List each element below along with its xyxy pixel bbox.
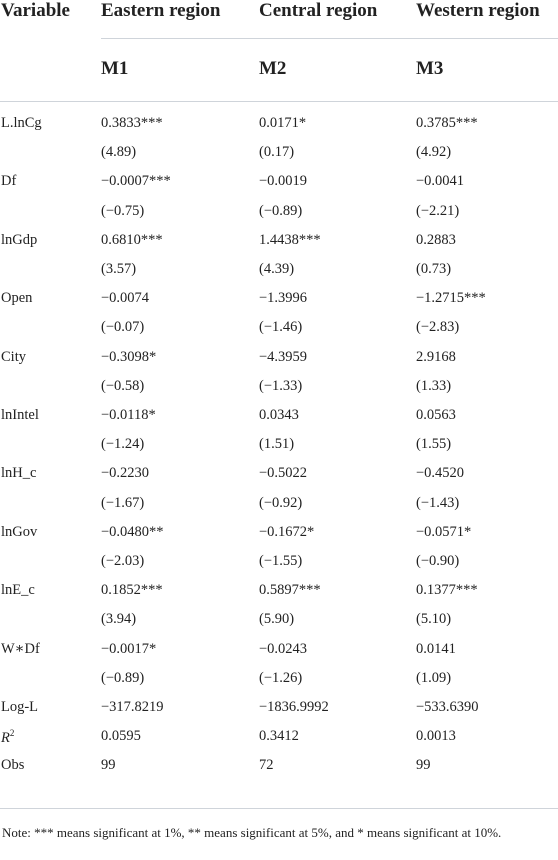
t-stat-cell: (−2.03) xyxy=(101,553,145,569)
coef-cell: −0.0019 xyxy=(259,173,308,189)
coef-cell: −0.0243 xyxy=(259,641,308,657)
t-stat-cell: (−0.92) xyxy=(259,495,303,511)
coef-cell: −0.4520 xyxy=(416,465,465,481)
t-stat-cell: (3.57) xyxy=(101,261,137,277)
t-stat-cell: (4.39) xyxy=(259,261,295,277)
row-label: lnGdp xyxy=(1,232,38,248)
t-stat-cell: (−2.21) xyxy=(416,203,460,219)
stat-value: 99 xyxy=(101,757,116,773)
coef-cell: 2.9168 xyxy=(416,349,456,365)
row-label: lnIntel xyxy=(1,407,39,423)
row-label: lnE_c xyxy=(1,582,35,598)
t-stat-cell: (−1.24) xyxy=(101,436,145,452)
stat-label: Log-L xyxy=(1,699,39,715)
coef-cell: 1.4438*** xyxy=(259,232,321,248)
stat-label xyxy=(1,728,14,747)
t-stat-cell: (−1.26) xyxy=(259,670,303,686)
coef-cell: −0.5022 xyxy=(259,465,308,481)
t-stat-cell: (−0.58) xyxy=(101,378,145,394)
row-label: City xyxy=(1,349,26,365)
t-stat-cell: (1.55) xyxy=(416,436,452,452)
coef-cell: 0.6810*** xyxy=(101,232,163,248)
t-stat-cell: (1.09) xyxy=(416,670,452,686)
row-label: lnGov xyxy=(1,524,38,540)
t-stat-cell: (3.94) xyxy=(101,611,137,627)
coef-cell: 0.1852*** xyxy=(101,582,163,598)
coef-cell: 0.0171* xyxy=(259,115,307,131)
t-stat-cell: (4.89) xyxy=(101,144,137,160)
model-m1: M1 xyxy=(101,58,129,79)
coef-cell: −4.3959 xyxy=(259,349,308,365)
t-stat-cell: (−2.83) xyxy=(416,319,460,335)
coef-cell: 0.3833*** xyxy=(101,115,163,131)
coef-cell: 0.5897*** xyxy=(259,582,321,598)
coef-cell: −0.2230 xyxy=(101,465,150,481)
t-stat-cell: (−0.89) xyxy=(101,670,145,686)
coef-cell: −0.0074 xyxy=(101,290,150,306)
stat-value: 99 xyxy=(416,757,431,773)
header-variable: Variable xyxy=(1,0,70,21)
t-stat-cell: (−0.75) xyxy=(101,203,145,219)
row-label: Open xyxy=(1,290,33,306)
t-stat-cell: (4.92) xyxy=(416,144,452,160)
t-stat-cell: (−1.55) xyxy=(259,553,303,569)
t-stat-cell: (1.33) xyxy=(416,378,452,394)
coef-cell: 0.0343 xyxy=(259,407,299,423)
t-stat-cell: (0.17) xyxy=(259,144,295,160)
coef-cell: 0.3785*** xyxy=(416,115,478,131)
coef-cell: −0.0571* xyxy=(416,524,472,540)
t-stat-cell: (1.51) xyxy=(259,436,295,452)
row-label: lnH_c xyxy=(1,465,37,481)
header-divider xyxy=(101,38,558,39)
coef-cell: 0.1377*** xyxy=(416,582,478,598)
stat-value: −533.6390 xyxy=(416,699,479,715)
header-central-region: Central region xyxy=(259,0,378,21)
coef-cell: −0.3098* xyxy=(101,349,157,365)
model-m3: M3 xyxy=(416,58,444,79)
table-bottom-rule xyxy=(0,808,558,809)
r-squared-base: R xyxy=(1,729,10,746)
t-stat-cell: (0.73) xyxy=(416,261,452,277)
t-stat-cell: (−1.67) xyxy=(101,495,145,511)
t-stat-cell: (−1.46) xyxy=(259,319,303,335)
t-stat-cell: (−0.89) xyxy=(259,203,303,219)
coef-cell: 0.2883 xyxy=(416,232,456,248)
stat-label: Obs xyxy=(1,757,25,773)
table-note: Note: *** means significant at 1%, ** means significant at 5%, and * means significant at 10%. xyxy=(2,825,502,840)
t-stat-cell: (−1.33) xyxy=(259,378,303,394)
coef-cell: −0.0041 xyxy=(416,173,465,189)
table-top-rule xyxy=(0,101,558,102)
stat-value: −317.8219 xyxy=(101,699,164,715)
coef-cell: −1.2715*** xyxy=(416,290,486,306)
stat-value: −1836.9992 xyxy=(259,699,329,715)
row-label: Df xyxy=(1,173,17,189)
coef-cell: −0.0017* xyxy=(101,641,157,657)
r-squared-exponent: 2 xyxy=(9,728,15,738)
row-label: L.lnCg xyxy=(1,115,42,131)
coef-cell: −0.0118* xyxy=(101,407,156,423)
header-eastern-region: Eastern region xyxy=(101,0,221,21)
coef-cell: −0.0007*** xyxy=(101,173,171,189)
t-stat-cell: (−1.43) xyxy=(416,495,460,511)
t-stat-cell: (5.90) xyxy=(259,611,295,627)
model-m2: M2 xyxy=(259,58,287,79)
stat-value: 0.0595 xyxy=(101,728,141,744)
coef-cell: −1.3996 xyxy=(259,290,308,306)
coef-cell: 0.0141 xyxy=(416,641,456,657)
header-western-region: Western region xyxy=(416,0,540,21)
t-stat-cell: (5.10) xyxy=(416,611,452,627)
t-stat-cell: (−0.90) xyxy=(416,553,460,569)
coef-cell: 0.0563 xyxy=(416,407,456,423)
stat-value: 72 xyxy=(259,757,274,773)
t-stat-cell: (−0.07) xyxy=(101,319,145,335)
stat-value: 0.0013 xyxy=(416,728,456,744)
coef-cell: −0.0480** xyxy=(101,524,164,540)
row-label: W∗Df xyxy=(1,641,40,657)
coef-cell: −0.1672* xyxy=(259,524,315,540)
stat-value: 0.3412 xyxy=(259,728,299,744)
